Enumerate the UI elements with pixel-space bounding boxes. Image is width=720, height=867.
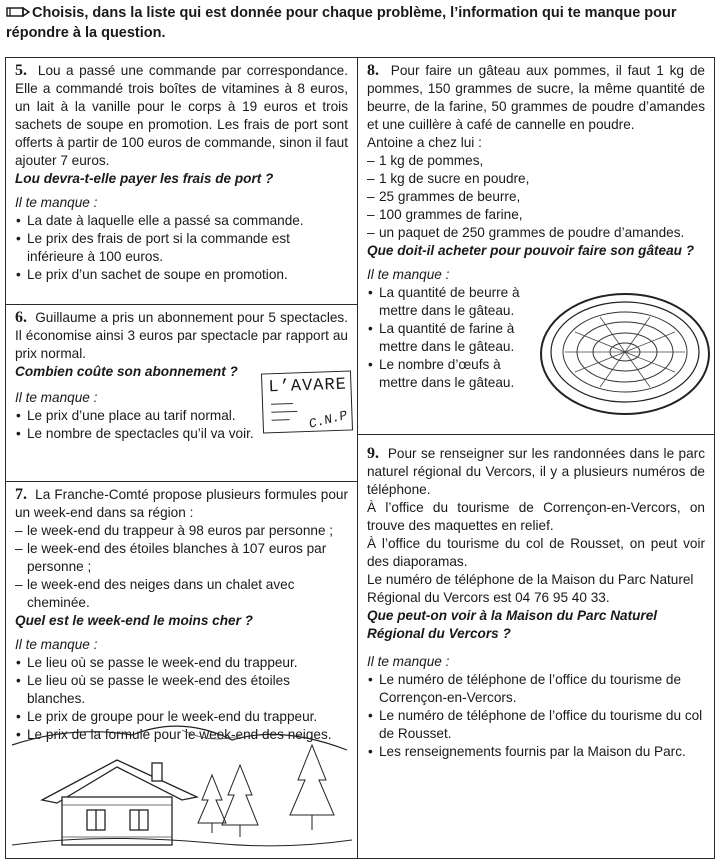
problem-5-box [5, 57, 358, 305]
inventory-item: – 1 kg de sucre en poudre, [367, 170, 705, 188]
offer-item: – le week-end des étoiles blanches à 107 euros par personne ; [15, 540, 348, 576]
missing-option: • La quantité de farine à mettre dans le gâteau. [367, 320, 527, 356]
problem-question: Quel est le week-end le moins cher ? [15, 613, 253, 628]
mountain-chalet-illustration [12, 705, 352, 855]
missing-option: • Les renseignements fournis par la Maison du Parc. [367, 743, 705, 761]
missing-option: • Le prix des frais de port si la commande est inférieure à 100 euros. [15, 230, 348, 266]
offer-item: – le week-end des neiges dans un chalet avec cheminée. [15, 576, 348, 612]
problem-paragraph: Le numéro de téléphone de la Maison du Parc Naturel Régional du Vercors est 04 76 95 40 33. [367, 572, 694, 605]
problem-question: Que doit-il acheter pour pouvoir faire son gâteau ? [367, 243, 695, 258]
missing-label: Il te manque : [15, 195, 98, 210]
missing-option: • Le prix d’une place au tarif normal. [15, 407, 348, 425]
missing-option: • Le numéro de téléphone de l’office du tourisme de Corrençon-en-Vercors. [367, 671, 705, 707]
missing-label: Il te manque : [15, 637, 98, 652]
missing-option: • La quantité de beurre à mettre dans le gâteau. [367, 284, 527, 320]
missing-label: Il te manque : [367, 267, 450, 282]
missing-label: Il te manque : [367, 654, 450, 669]
problem-text: Lou a passé une commande par correspondance. Elle a commandé trois boîtes de vitamines à 8 euros, un lait à la vanille pour le corps à 19 euros et trois sachets de soupe en promotion. Les frais de port sont offerts à partir de 100 euros de commande, sinon il faut ajouter 7 euros. [15, 63, 348, 168]
problem-intro: La Franche-Comté propose plusieurs formules pour un week-end dans sa région : [15, 487, 348, 520]
inventory-item: – 100 grammes de farine, [367, 206, 705, 224]
missing-option: • Le nombre d’œufs à mettre dans le gâteau. [367, 356, 527, 392]
missing-option: • La date à laquelle elle a passé sa commande. [15, 212, 348, 230]
ticket-code: C.N.P [307, 407, 349, 432]
problem-number: 7. [15, 486, 27, 503]
missing-option: • Le prix d’un sachet de soupe en promotion. [15, 266, 348, 284]
offer-item: – le week-end du trappeur à 98 euros par personne ; [15, 522, 348, 540]
problem-paragraph: Pour se renseigner sur les randonnées dans le parc naturel régional du Vercors, il y a plusieurs numéros de téléphone. [367, 446, 705, 497]
missing-option: • Le prix de groupe pour le week-end du trappeur. [15, 708, 348, 726]
missing-option: • Le numéro de téléphone de l’office du tourisme du col de Rousset. [367, 707, 705, 743]
inventory-item: – un paquet de 250 grammes de poudre d’amandes. [367, 224, 705, 242]
problem-question: Combien coûte son abonnement ? [15, 364, 238, 379]
theater-ticket-image [261, 370, 353, 433]
problem-9-box [357, 434, 715, 859]
instruction [6, 4, 714, 42]
inventory-label: Antoine a chez lui : [367, 135, 482, 150]
problem-number: 5. [15, 62, 27, 79]
missing-option: • Le nombre de spectacles qu’il va voir. [15, 425, 348, 443]
problem-text: Guillaume a pris un abonnement pour 5 spectacles. Il économise ainsi 3 euros par spectacle par rapport au prix normal. [15, 310, 348, 361]
apple-tart-illustration [535, 282, 715, 422]
pencil-icon [6, 5, 32, 24]
problem-text: Pour faire un gâteau aux pommes, il faut 1 kg de pommes, 150 grammes de sucre, la même quantité de beurre, de la farine, 50 grammes de poudre d’amandes et une cuillère à café de cannelle en poudre. [367, 63, 705, 132]
missing-option: • Le lieu où se passe le week-end du trappeur. [15, 654, 348, 672]
problem-question: Lou devra-t-elle payer les frais de port ? [15, 171, 274, 186]
problem-question: Que peut-on voir à la Maison du Parc Naturel Régional du Vercors ? [367, 608, 658, 641]
inventory-item: – 25 grammes de beurre, [367, 188, 705, 206]
problem-number: 6. [15, 309, 27, 326]
ticket-title: L’AVARE [268, 375, 348, 398]
problem-paragraph: À l’office du tourisme du col de Rousset, on peut voir des diaporamas. [367, 536, 705, 569]
problem-number: 9. [367, 445, 379, 462]
missing-option: • Le prix de la formule pour le week-end des neiges. [15, 726, 348, 744]
missing-label: Il te manque : [15, 390, 98, 405]
missing-option: • Le lieu où se passe le week-end des étoiles blanches. [15, 672, 348, 708]
problem-number: 8. [367, 62, 379, 79]
problem-paragraph: À l’office du tourisme de Corrençon-en-Vercors, on trouve des maquettes en relief. [367, 500, 705, 533]
instruction-text: Choisis, dans la liste qui est donnée pour chaque problème, l’information qui te manque pour répondre à la question. [6, 5, 677, 41]
inventory-item: – 1 kg de pommes, [367, 152, 705, 170]
